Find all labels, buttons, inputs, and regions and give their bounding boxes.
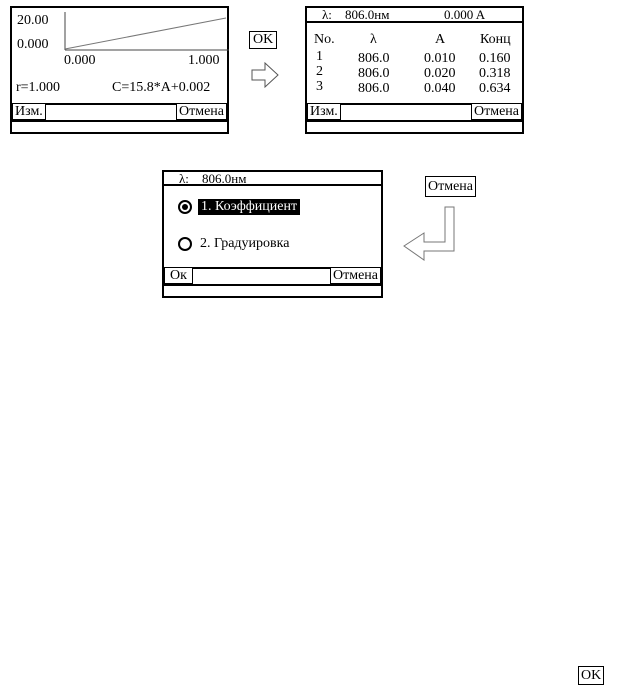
y-axis-max-label: 20.00 bbox=[17, 13, 49, 28]
table-cell-no: 1 bbox=[316, 49, 323, 64]
header-divider bbox=[164, 184, 381, 186]
table-cell-conc: 0.160 bbox=[479, 51, 511, 66]
table-cell-no: 3 bbox=[316, 79, 323, 94]
calibration-graph-screen bbox=[10, 6, 229, 134]
ok-key[interactable]: OK bbox=[578, 666, 604, 685]
right-arrow-icon bbox=[251, 62, 279, 88]
ok-softkey[interactable]: Ок bbox=[164, 267, 193, 284]
column-header-conc: Конц bbox=[480, 32, 511, 47]
wavelength-value: 806.0нм bbox=[202, 171, 247, 186]
radio-unselected-icon bbox=[178, 237, 192, 251]
bottom-divider bbox=[12, 120, 227, 122]
header-divider bbox=[307, 21, 522, 23]
cancel-key[interactable]: Отмена bbox=[425, 176, 476, 197]
table-cell-a: 0.020 bbox=[424, 66, 456, 81]
table-cell-conc: 0.318 bbox=[479, 66, 511, 81]
table-cell-conc: 0.634 bbox=[479, 81, 511, 96]
edit-softkey[interactable]: Изм. bbox=[12, 103, 46, 120]
table-cell-a: 0.040 bbox=[424, 81, 456, 96]
cancel-softkey[interactable]: Отмена bbox=[176, 103, 227, 120]
return-arrow-icon bbox=[402, 206, 464, 262]
bottom-divider bbox=[164, 284, 381, 286]
lambda-label: λ: bbox=[322, 7, 332, 22]
calibration-equation: C=15.8*A+0.002 bbox=[112, 80, 211, 95]
column-header-lambda: λ bbox=[370, 32, 377, 47]
ok-key[interactable]: OK bbox=[249, 31, 277, 49]
calibration-plot bbox=[64, 12, 229, 52]
table-cell-a: 0.010 bbox=[424, 51, 456, 66]
lambda-label: λ: bbox=[179, 171, 189, 186]
cancel-softkey[interactable]: Отмена bbox=[471, 103, 522, 120]
x-axis-max-label: 1.000 bbox=[188, 53, 220, 68]
x-axis-min-label: 0.000 bbox=[64, 53, 96, 68]
data-table-screen bbox=[305, 6, 524, 134]
table-cell-lambda: 806.0 bbox=[358, 51, 390, 66]
option-coefficient-label: 1. Коэффициент bbox=[198, 199, 300, 215]
table-cell-lambda: 806.0 bbox=[358, 81, 390, 96]
mode-selection-screen bbox=[162, 170, 383, 298]
wavelength-value: 806.0нм bbox=[345, 7, 390, 22]
column-header-a: A bbox=[435, 32, 446, 47]
y-axis-min-label: 0.000 bbox=[17, 37, 49, 52]
cancel-softkey[interactable]: Отмена bbox=[330, 267, 381, 284]
column-header-no: No. bbox=[314, 32, 335, 47]
table-cell-lambda: 806.0 bbox=[358, 66, 390, 81]
calibration-line bbox=[65, 18, 226, 49]
bottom-divider bbox=[307, 120, 522, 122]
radio-selected-icon bbox=[178, 200, 192, 214]
absorbance-value: 0.000 A bbox=[444, 7, 486, 22]
table-cell-no: 2 bbox=[316, 64, 323, 79]
edit-softkey[interactable]: Изм. bbox=[307, 103, 341, 120]
option-calibration-label: 2. Градуировка bbox=[200, 236, 290, 251]
option-calibration[interactable] bbox=[178, 235, 358, 255]
correlation-value: r=1.000 bbox=[16, 80, 61, 95]
data-table bbox=[307, 33, 522, 97]
option-coefficient[interactable] bbox=[178, 197, 358, 217]
